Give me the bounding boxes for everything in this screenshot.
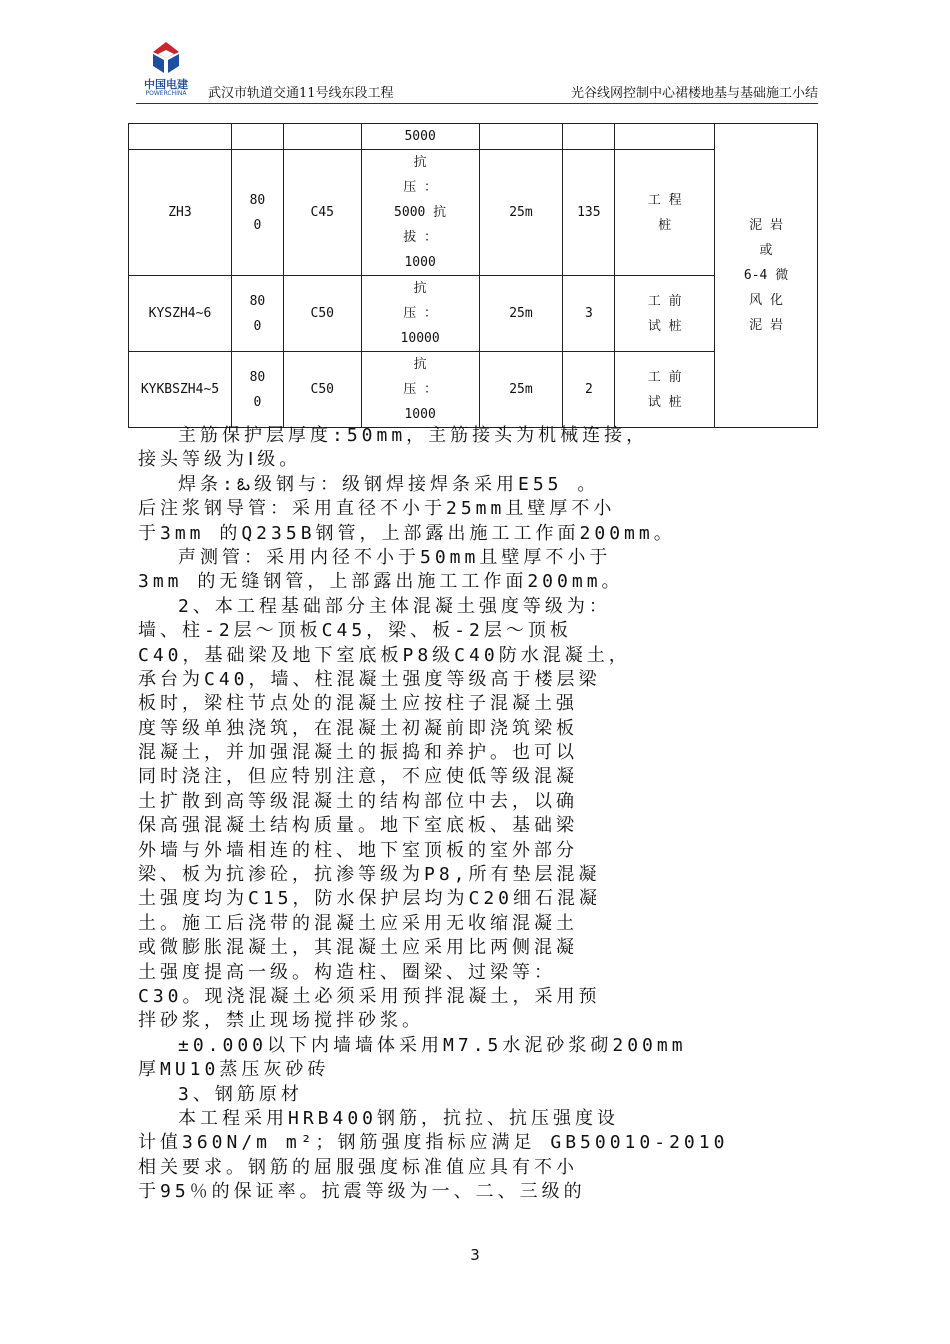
cell-length: 25m [479,352,563,428]
body-text-line: 接头等级为Ⅰ级。 [138,449,302,471]
body-text-line: 土扩散到高等级混凝土的结构部位中去，以确 [138,790,578,812]
body-text-line: 保高强混凝土结构质量。地下室底板、基础梁 [138,815,578,837]
body-text-line: ±0.000以下内墙墙体采用M7.5水泥砂浆砌200mm [178,1034,687,1056]
body-text-line: 承台为C40，墙、柱混凝土强度等级高于楼层梁 [138,668,601,690]
body-text-line: 相关要求。钢筋的屈服强度标准值应具有不小 [138,1156,578,1178]
header-divider [136,103,818,104]
cell-capacity: 抗 压 ： 10000 [361,276,479,352]
document-body [138,424,828,1205]
body-text-line: 混凝土，并加强混凝土的振捣和养护。也可以 [138,742,578,764]
body-text-line: 于3mm 的Q235B钢管，上部露出施工工作面200mm。 [138,522,676,544]
page-header [136,40,818,102]
cell-quantity: 3 [563,276,615,352]
body-text-line: 拌砂浆，禁止现场搅拌砂浆。 [138,1010,424,1032]
cell-grade: C50 [283,276,361,352]
powerchina-logo [136,40,196,102]
body-text-line: 板时，梁柱节点处的混凝土应按柱子混凝土强 [138,693,578,715]
cell-length: 25m [479,150,563,276]
body-text-line: 后注浆钢导管：采用直径不小于25mm且壁厚不小 [138,498,616,520]
pile-spec-table [128,123,818,428]
body-text-line: 土强度提高一级。构造柱、圈梁、过梁等： [138,961,556,983]
cell-capacity: 抗 压 ： 5000 抗 拔 ： 1000 [361,150,479,276]
header-document-title: 光谷线网控制中心裙楼地基与基础施工小结 [570,86,818,101]
body-text-line: 声测管：采用内径不小于50mm且壁厚不小于 [178,546,612,568]
cell-pile-name: KYSZH4~6 [129,276,232,352]
body-text-line: 3mm 的无缝钢管，上部露出施工工作面200mm。 [138,571,624,593]
body-text-line: 外墙与外墙相连的柱、地下室顶板的室外部分 [138,839,578,861]
body-text-line: 墙、柱-2层～顶板C45，梁、板-2层～顶板 [138,620,572,642]
cell-grade: C45 [283,150,361,276]
cell-grade: C50 [283,352,361,428]
body-text-line: 计值360N/m m²；钢筋强度指标应满足 GB50010-2010 [138,1132,729,1154]
logo-text-cn: 中国电建 [144,78,188,91]
cell-quantity: 135 [563,150,615,276]
body-text-line: 主筋保护层厚度:50mm，主筋接头为机械连接， [178,425,649,446]
body-text-line: 度等级单独浇筑，在混凝土初凝前即浇筑梁板 [138,717,578,739]
cell-pile-type: 工 前 试 桩 [615,352,715,428]
body-text-line: C30。现浇混凝土必须采用预拌混凝土，采用预 [138,985,601,1007]
body-text-line: 焊条:ఓ级钢与：级钢焊接焊条采用E55 。 [178,473,600,495]
body-text-line: 土。施工后浇带的混凝土应采用无收缩混凝土 [138,912,578,934]
body-text-line: 同时浇注，但应特别注意，不应使低等级混凝 [138,766,578,788]
body-text-line: 厚MU10蒸压灰砂砖 [138,1059,330,1081]
body-text-line: 土强度均为C15，防水保护层均为C20细石混凝 [138,888,602,910]
cell-pile-name: ZH3 [129,150,232,276]
table-row [129,150,818,276]
cell-diameter: 80 0 [231,352,283,428]
header-project-title: 武汉市轨道交通11号线东段工程 [208,86,394,101]
body-text-line: 或微膨胀混凝土，其混凝土应采用比两侧混凝 [138,937,578,959]
logo-text-en: POWERCHINA [145,90,187,97]
cell-bearing-layer: 泥 岩 或 6-4 微 风 化 泥 岩 [715,124,818,428]
cell-pile-name: KYKBSZH4~5 [129,352,232,428]
cell-pile-type: 工 前 试 桩 [615,276,715,352]
cell-capacity: 抗 压 ： 1000 [361,352,479,428]
body-text-line: 于95％的保证率。抗震等级为一、二、三级的 [138,1181,586,1203]
cell-diameter: 80 0 [231,150,283,276]
powerchina-logo-icon [149,42,183,74]
cell-diameter: 80 0 [231,276,283,352]
body-text-line: 3、钢筋原材 [178,1083,303,1105]
table-row [129,276,818,352]
body-text-line: C40，基础梁及地下室底板P8级C40防水混凝土， [138,644,631,666]
table-row [129,124,818,150]
body-text-line: 梁、板为抗渗砼，抗渗等级为P8,所有垫层混凝 [138,864,601,886]
cell-pile-type: 工 程 桩 [615,150,715,276]
cell-capacity: 5000 [361,124,479,150]
body-text-line: 2、本工程基础部分主体混凝土强度等级为： [178,595,611,617]
page-number: 3 [470,1246,480,1264]
cell-quantity: 2 [563,352,615,428]
body-text-line: 本工程采用HRB400钢筋，抗拉、抗压强度设 [178,1107,620,1129]
cell-length: 25m [479,276,563,352]
table-row [129,352,818,428]
